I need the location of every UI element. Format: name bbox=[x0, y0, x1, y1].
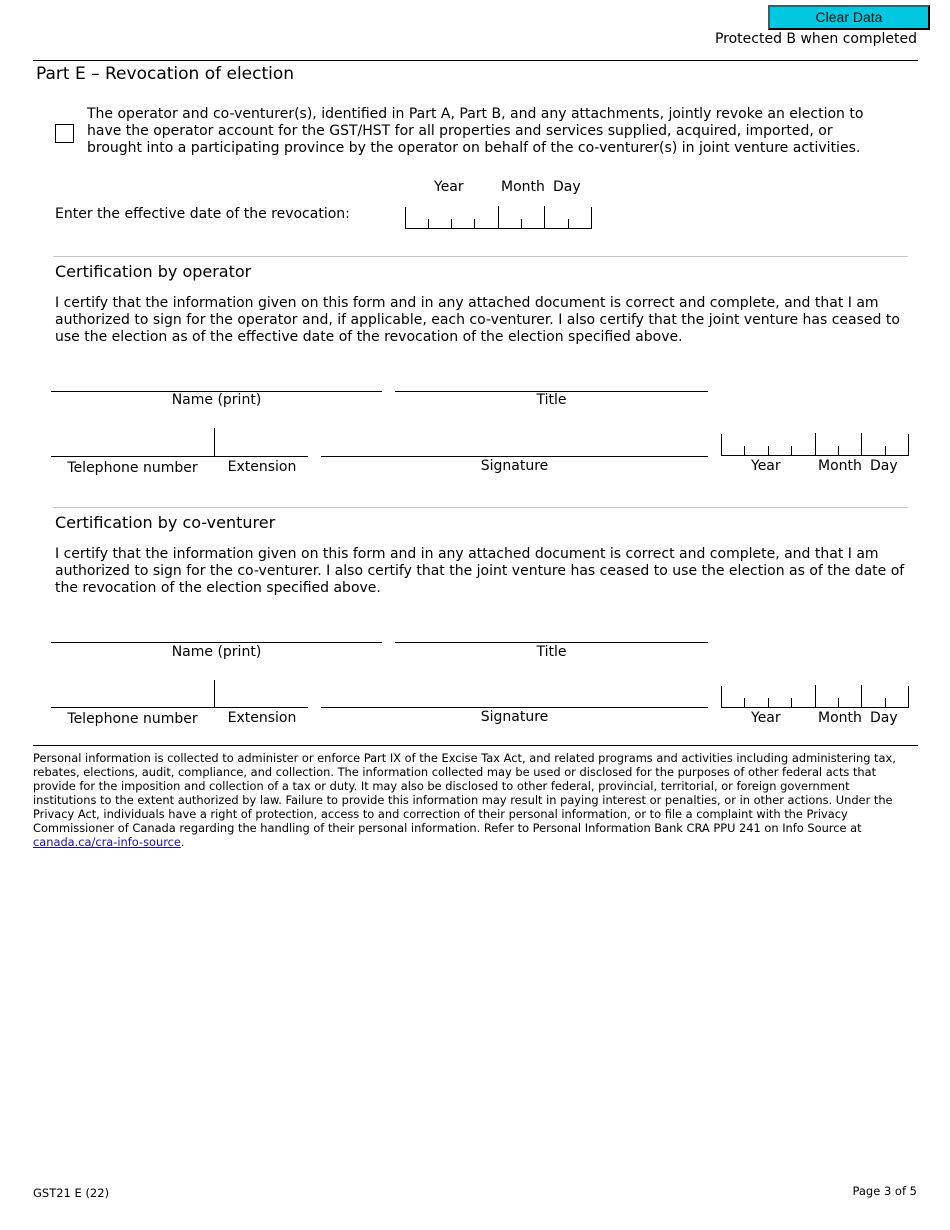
coventurer-signature-label: Signature bbox=[480, 709, 549, 725]
part-e-title: Part E – Revocation of election bbox=[36, 64, 295, 84]
coventurer-extension-label: Extension bbox=[227, 710, 297, 726]
protected-label: Protected B when completed bbox=[714, 31, 917, 47]
operator-signature-input[interactable] bbox=[321, 456, 708, 457]
coventurer-date-input[interactable] bbox=[721, 686, 909, 708]
coventurer-date-day-label: Day bbox=[870, 710, 898, 726]
operator-telephone-label: Telephone number bbox=[67, 460, 198, 476]
privacy-notice-text: Personal information is collected to administer or enforce Part IX of the Excise Tax Act, and related programs and activities including administering tax, rebates, elections, audit, compliance, and collection. The information collected may be used or disclosed for the purposes of other federal acts that provide for the imposition and collection of a tax or duty. It may also be disclosed to other federal, provincial, territorial, or foreign government institutions to the extent authorized by law. Failure to provide this information may result in paying interest or penalties, or in other actions. Under the Privacy Act, individuals have a right of protection, access to and correction of their personal information, or to file a complaint with the Privacy Commissioner of Canada regarding the handling of their personal information. Refer to Personal Information Bank CRA PPU 241 on Info Source at bbox=[33, 751, 896, 835]
operator-date-year-label: Year bbox=[751, 458, 781, 474]
effective-date-label: Enter the effective date of the revocation: bbox=[55, 206, 350, 222]
revoke-election-checkbox[interactable] bbox=[55, 124, 74, 143]
coventurer-certification-title: Certification by co-venturer bbox=[55, 513, 276, 532]
effective-date-year-label: Year bbox=[434, 179, 464, 195]
privacy-notice bbox=[33, 751, 913, 849]
operator-extension-divider bbox=[214, 428, 215, 456]
effective-date-day-label: Day bbox=[553, 179, 581, 195]
operator-name-label: Name (print) bbox=[171, 392, 262, 408]
operator-date-month-label: Month bbox=[818, 458, 862, 474]
coventurer-date-year-label: Year bbox=[751, 710, 781, 726]
coventurer-extension-divider bbox=[214, 680, 215, 707]
operator-date-day-label: Day bbox=[870, 458, 898, 474]
coventurer-name-label: Name (print) bbox=[171, 644, 262, 660]
footnote-rule bbox=[33, 745, 918, 746]
coventurer-name-input[interactable] bbox=[51, 642, 382, 643]
operator-extension-label: Extension bbox=[227, 459, 297, 475]
coventurer-certification-statement: I certify that the information given on this form and in any attached document is correct and complete, and that I am authorized to sign for the co-venturer. I also certify that the joint venture has ceased to use the election as of the date of the revocation of the election specified above. bbox=[55, 546, 905, 596]
operator-date-input[interactable] bbox=[721, 434, 909, 456]
header-rule bbox=[33, 60, 918, 61]
operator-certification-statement: I certify that the information given on this form and in any attached document is correct and complete, and that I am authorized to sign for the operator and, if applicable, each co-venturer. I also certify that the joint venture has ceased to use the election as of the effective date of the revocation of the election specified above. bbox=[55, 295, 900, 345]
coventurer-signature-input[interactable] bbox=[321, 707, 708, 708]
cra-info-source-link[interactable]: canada.ca/cra-info-source bbox=[33, 835, 181, 849]
section-divider bbox=[53, 256, 908, 257]
operator-certification-title: Certification by operator bbox=[55, 262, 252, 281]
page-number: Page 3 of 5 bbox=[852, 1184, 917, 1198]
section-divider bbox=[53, 507, 908, 508]
operator-signature-label: Signature bbox=[480, 458, 549, 474]
coventurer-title-input[interactable] bbox=[395, 642, 708, 643]
clear-data-button[interactable]: Clear Data bbox=[768, 5, 930, 30]
effective-date-month-label: Month bbox=[501, 179, 545, 195]
coventurer-telephone-input[interactable] bbox=[51, 707, 308, 708]
form-identifier: GST21 E (22) bbox=[33, 1186, 110, 1200]
operator-title-label: Title bbox=[536, 392, 567, 408]
revoke-statement: The operator and co-venturer(s), identified in Part A, Part B, and any attachments, jointly revoke an election to have the operator account for the GST/HST for all properties and services supplied, acquired, imported, or brought into a participating province by the operator on behalf of the co-venturer(s) in joint venture activities. bbox=[87, 106, 864, 156]
coventurer-title-label: Title bbox=[536, 644, 567, 660]
coventurer-telephone-label: Telephone number bbox=[67, 711, 198, 727]
operator-telephone-input[interactable] bbox=[51, 456, 308, 457]
effective-date-input[interactable] bbox=[405, 207, 592, 229]
coventurer-date-month-label: Month bbox=[818, 710, 862, 726]
privacy-notice-end: . bbox=[180, 835, 185, 849]
